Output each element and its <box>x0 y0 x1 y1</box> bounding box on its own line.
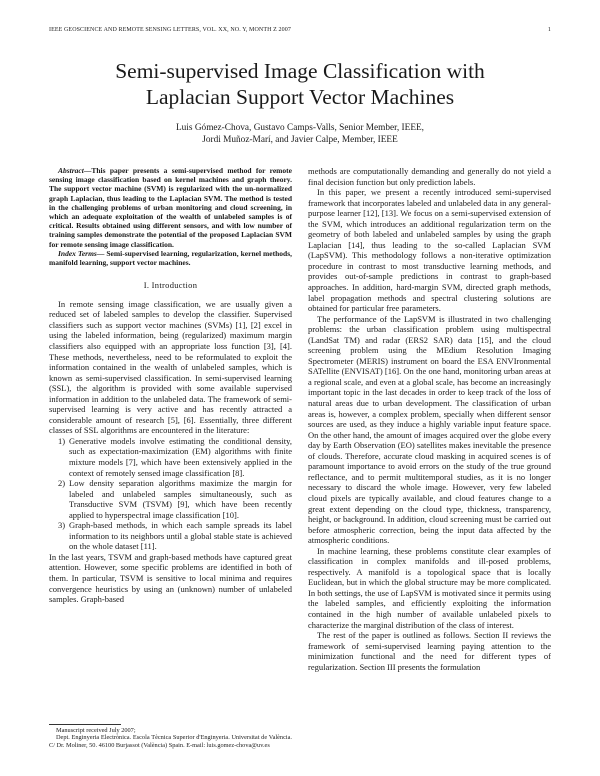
index-terms <box>49 249 292 267</box>
footnote-line-2: Dept. Enginyeria Electrònica. Escola Tècnica Superior d'Enginyeria. Universitat de València. C/ Dr. Moliner, 50. 46100 Burjassot (València) Spain. E-mail: luis.gomez-chova@uv.es <box>49 734 292 749</box>
running-header <box>49 27 551 37</box>
footnote-rule <box>49 724 121 725</box>
author-list <box>49 122 551 146</box>
index-terms-text: — Semi-supervised learning, regularization, kernel methods, manifold learning, support vector machines. <box>49 248 293 268</box>
footnote-line-1: Manuscript received July 2007; <box>56 727 136 734</box>
authors-line-1: Luis Gómez-Chova, Gustavo Camps-Valls, Senior Member, IEEE, <box>175 123 424 133</box>
intro-paragraph-1: In remote sensing image classification, we are usually given a reduced set of labeled samples to develop the classifier. Supervised classifiers such as support vector machines (SVMs) [1], [2] excel in using the labeled information, being (regularized) maximum margin classifiers also equipped with an appropriate loss function [3], [4]. These methods, nevertheless, need to be reformulated to exploit the information contained in the wealth of unlabeled samples, which is known as semi-supervised classification. In semi-supervised learning (SSL), the algorithm is provided with some available supervised information in addition to the unlabeled data. The framework of semi-supervised learning is very active and has recently attracted a considerable amount of research [5], [6]. Essentially, three different classes of SSL algorithms are encountered in the literature: <box>49 298 292 436</box>
footnote <box>49 727 292 749</box>
list-item-text: Generative models involve estimating the conditional density, such as expectation-maximization (EM) algorithms with finite mixture models [7], which have been extensively applied in the context of remotely sensed image classification [8]. <box>69 435 292 478</box>
title-line-2: Laplacian Support Vector Machines <box>145 85 455 109</box>
list-item <box>49 436 292 478</box>
paper-title <box>49 58 551 110</box>
left-column <box>49 166 292 605</box>
intro-paragraph-5: In machine learning, these problems constitute clear examples of classification in complex manifolds and ill-posed problems, respectively. A manifold is a topological space that is locally Euclidean, but in which the global structure may be more complicated. In both settings, the use of LapSVM is motivated since it permits using the labeled samples, and efficiently exploiting the information contained in the high number of available unlabeled pixels to characterize the marginal distribution of the class of interest. <box>308 545 551 630</box>
list-item-text: Low density separation algorithms maximize the margin for labeled and unlabeled samples simultaneously, such as Transductive SVM (TSVM) [9], which have been recently applied to hyperspectral image classification [10]. <box>69 478 292 520</box>
list-item <box>49 478 292 520</box>
journal-header: IEEE GEOSCIENCE AND REMOTE SENSING LETTERS, VOL. XX, NO. Y, MONTH Z 2007 <box>49 27 291 33</box>
abstract-text: —This paper presents a semi-supervised method for remote sensing image classification based on kernel machines and graph theory. The support vector machine (SVM) is regularized with the un-normalized graph Laplacian, thus leading to the Laplacian SVM. The method is tested in the challenging problems of urban monitoring and cloud screening, in which an adequate exploitation of the wealth of unlabeled samples is of critical. Results obtained using different sensors, and with low number of training samples demonstrate the potential of the proposed Laplacian SVM for remote sensing image classification. <box>49 166 292 249</box>
intro-paragraph-3: In this paper, we present a recently introduced semi-supervised framework that incorporates labeled and unlabeled data in any general-purpose learner [12], [13]. We focus on a semi-supervised extension of the SVM, which introduces an additional regularization term on the geometry of both labeled and unlabeled samples by using the graph Laplacian [14], thus leading to the so-called Laplacian SVM (LapSVM). This methodology follows a non-iterative optimization procedure in contrast to most transductive learning methods, and provides out-of-sample predictions in contrast to graph-based approaches. In addition, hard-margin SVM, directed graph methods, label propagation methods and spectral clustering solutions are obtained for particular free parameters. <box>308 187 551 314</box>
intro-paragraph-2: In the last years, TSVM and graph-based methods have captured great attention. However, some specific problems are identified in both of them. In particular, TSVM is sensitive to local minima and requires convergence heuristics by using an (unknown) number of unlabeled samples. Graph-based <box>49 551 292 605</box>
title-line-1: Semi-supervised Image Classification with <box>115 59 485 83</box>
ssl-class-list <box>49 436 292 552</box>
intro-paragraph-continued: methods are computationally demanding and generally do not yield a final decision function but only prediction labels. <box>308 166 551 187</box>
list-item-text: Graph-based methods, in which each sample spreads its label information to its neighbors until a global stable state is achieved on the whole dataset [11]. <box>69 520 292 552</box>
intro-paragraph-4: The performance of the LapSVM is illustrated in two challenging problems: the urban classification problem using multispectral (LandSat TM) and radar (ERS2 SAR) data [15], and the cloud screening problem using the MEdium Resolution Imaging Spectrometer (MERIS) instrument on board the ESA ENVIronmental SATellite (ENVISAT) [16]. On the one hand, monitoring urban areas at a regional scale, and even at a global scale, has become an increasingly important topic in the last decades in order to keep track of the loss of natural areas due to urban development. The classification of urban areas is, however, a complex problem, specially when different sensor sources are used, as they induce a highly variable input feature space. On the other hand, the amount of images acquired over the globe every day by Earth Observation (EO) satellites makes inevitable the presence of clouds. Therefore, accurate cloud masking in acquired scenes is of paramount importance to avoid errors on the study of the true ground reflectance, and to permit multitemporal studies, as it is no longer necessary to discard the whole image. However, very few labeled cloud pixels are typically available, and cloud features change to a great extent depending on the cloud type, thickness, transparency, height, or background. In addition, cloud screening must be carried out before atmospheric correction, being the input data affected by the atmospheric conditions. <box>308 313 551 546</box>
list-item <box>49 520 292 552</box>
page-number: 1 <box>547 27 551 33</box>
authors-line-2: Jordi Muñoz-Marí, and Javier Calpe, Member, IEEE <box>202 135 398 145</box>
index-terms-label: Index Terms <box>58 248 97 258</box>
section-heading: I. Introduction <box>143 280 198 291</box>
abstract <box>49 166 292 249</box>
intro-paragraph-6: The rest of the paper is outlined as follows. Section II reviews the framework of semi-supervised learning paying attention to the minimization functional and the need for different types of regularization. Section III presents the formulation <box>308 630 551 672</box>
list-item-number: 2) <box>58 478 66 489</box>
right-column <box>308 166 551 672</box>
list-item-number: 1) <box>58 435 66 446</box>
abstract-label: Abstract <box>58 166 84 175</box>
list-item-number: 3) <box>58 520 66 531</box>
